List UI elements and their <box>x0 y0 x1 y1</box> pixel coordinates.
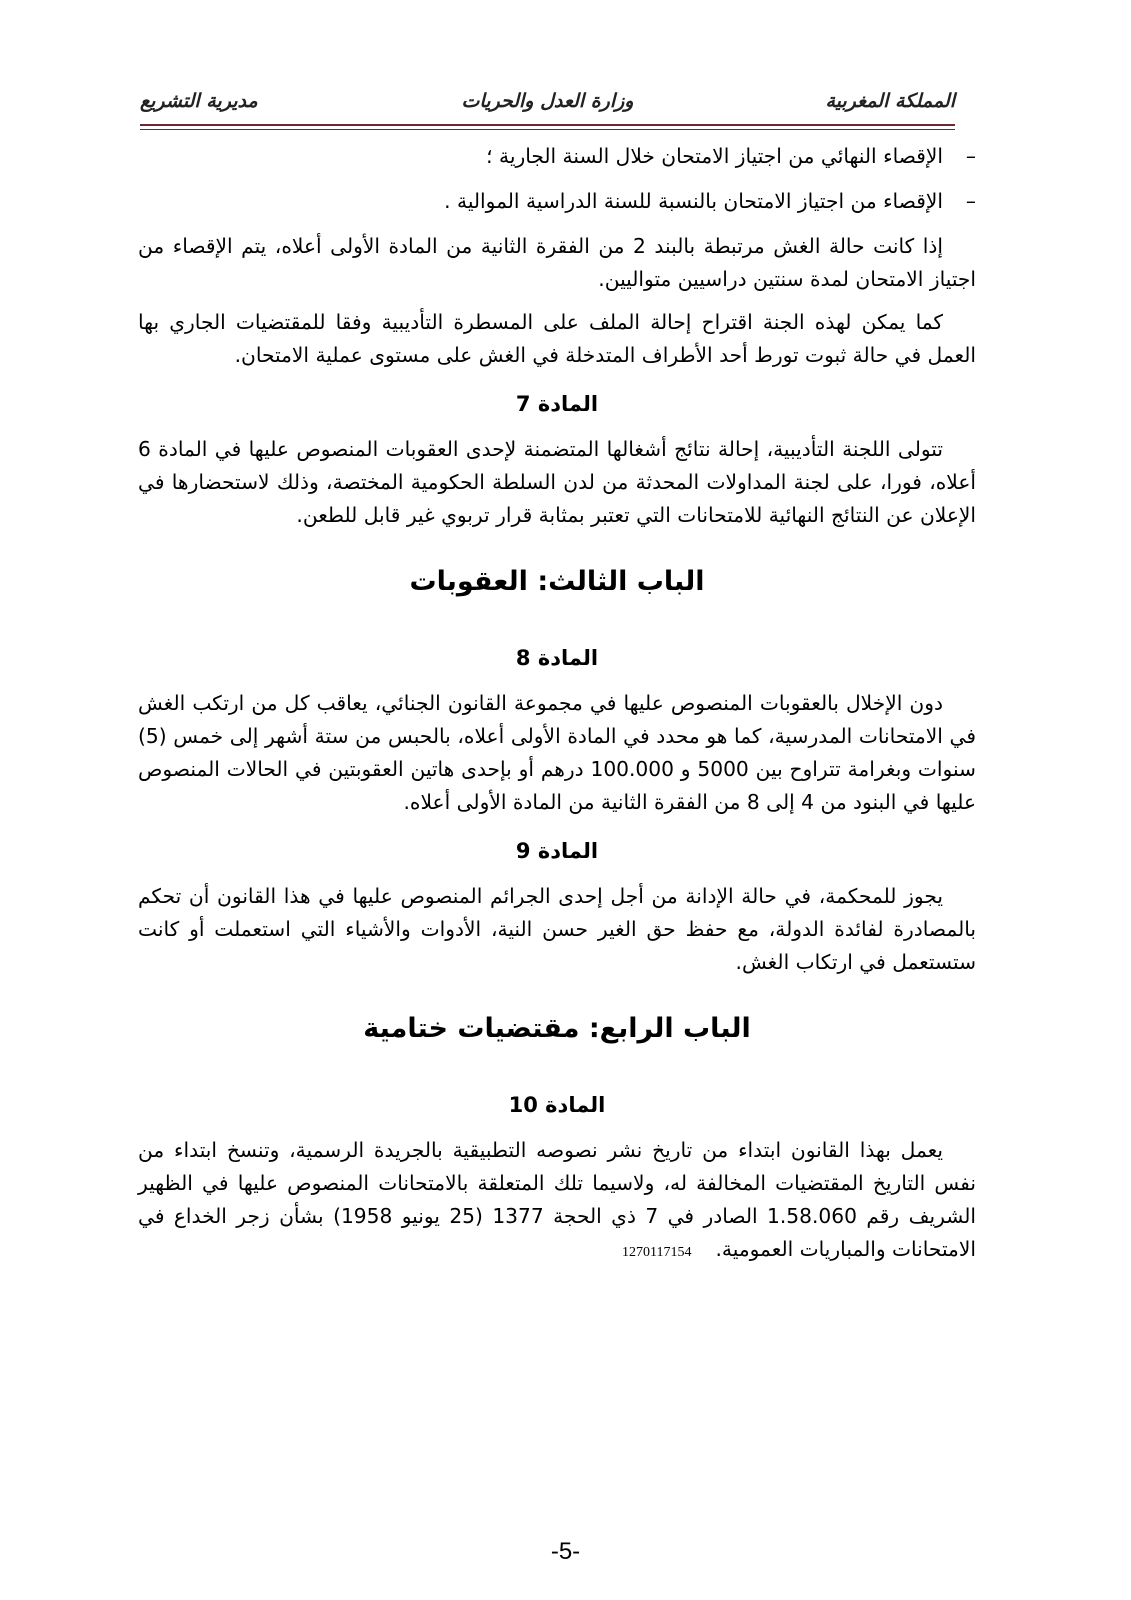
header-directorate: مديرية التشريع <box>140 90 258 112</box>
page-header <box>140 84 955 120</box>
chapter-3-heading: الباب الثالث: العقوبات <box>409 566 705 597</box>
article-8-text: دون الإخلال بالعقوبات المنصوص عليها في مجموعة القانون الجنائي، يعاقب كل من ارتكب الغش في الامتحانات المدرسية، كما هو محدد في المادة الأولى أعلاه، بالحبس من ستة أشهر إلى خمس (5) سنوات وبغرامة تتراوح بين 5000 و 100.000 درهم أو بإحدى هاتين العقوبتين في الحالات المنصوص عليها في البنود من 4 إلى 8 من الفقرة الثانية من المادة الأولى أعلاه. <box>138 691 976 814</box>
page-number: -5- <box>550 1538 581 1565</box>
article-10-text <box>138 1134 976 1269</box>
article-10-title: المادة 10 <box>508 1093 606 1117</box>
header-rule <box>140 124 955 126</box>
article-9-title: المادة 9 <box>515 839 599 863</box>
article-10-body: يعمل بهذا القانون ابتداء من تاريخ نشر نصوصه التطبيقية بالجريدة الرسمية، وتنسخ ابتداء من نفس التاريخ المقتضيات المخالفة له، ولاسيما تلك المتعلقة بالامتحانات المنصوص عليها في الظهير الشريف رقم 1.58.060 الصادر في 7 ذي الحجة 1377 (25 يونيو 1958) بشأن زجر الخداع في الامتحانات والمباريات العمومية. <box>138 1138 976 1261</box>
header-ministry: وزارة العدل والحريات <box>461 90 634 112</box>
document-body <box>138 140 976 1279</box>
document-stamp-number: 1270117154 <box>622 1245 692 1260</box>
article-9-text: يجوز للمحكمة، في حالة الإدانة من أجل إحدى الجرائم المنصوص عليها في هذا القانون أن تحكم بالمصادرة لفائدة الدولة، مع حفظ حق الغير حسن النية، الأدوات والأشياء التي استعملت أو كانت ستستعمل في ارتكاب الغش. <box>138 884 976 974</box>
header-kingdom: المملكة المغربية <box>825 90 955 112</box>
bullet-item: –الإقصاء من اجتياز الامتحان بالنسبة للسنة الدراسية الموالية . <box>444 189 976 213</box>
header-rule-thin <box>140 129 955 130</box>
paragraph: كما يمكن لهذه الجنة اقتراح إحالة الملف على المسطرة التأديبية وفقا للمقتضيات الجاري بها العمل في حالة ثبوت تورط أحد الأطراف المتدخلة في الغش على مستوى عملية الامتحان. <box>138 310 976 367</box>
article-7-text: تتولى اللجنة التأديبية، إحالة نتائج أشغالها المتضمنة لإحدى العقوبات المنصوص عليها في المادة 6 أعلاه، فورا، على لجنة المداولات المحدثة من لدن السلطة الحكومية المختصة، وذلك لاستحضارها في الإعلان عن النتائج النهائية للامتحانات التي تعتبر بمثابة قرار تربوي غير قابل للطعن. <box>138 437 976 527</box>
bullet-item: –الإقصاء النهائي من اجتياز الامتحان خلال السنة الجارية ؛ <box>486 144 976 168</box>
chapter-4-heading: الباب الرابع: مقتضيات ختامية <box>363 1013 751 1044</box>
article-7-title: المادة 7 <box>515 392 599 416</box>
paragraph: إذا كانت حالة الغش مرتبطة بالبند 2 من الفقرة الثانية من المادة الأولى أعلاه، يتم الإقصاء من اجتياز الامتحان لمدة سنتين دراسيين متواليين. <box>138 234 976 291</box>
article-8-title: المادة 8 <box>515 646 599 670</box>
